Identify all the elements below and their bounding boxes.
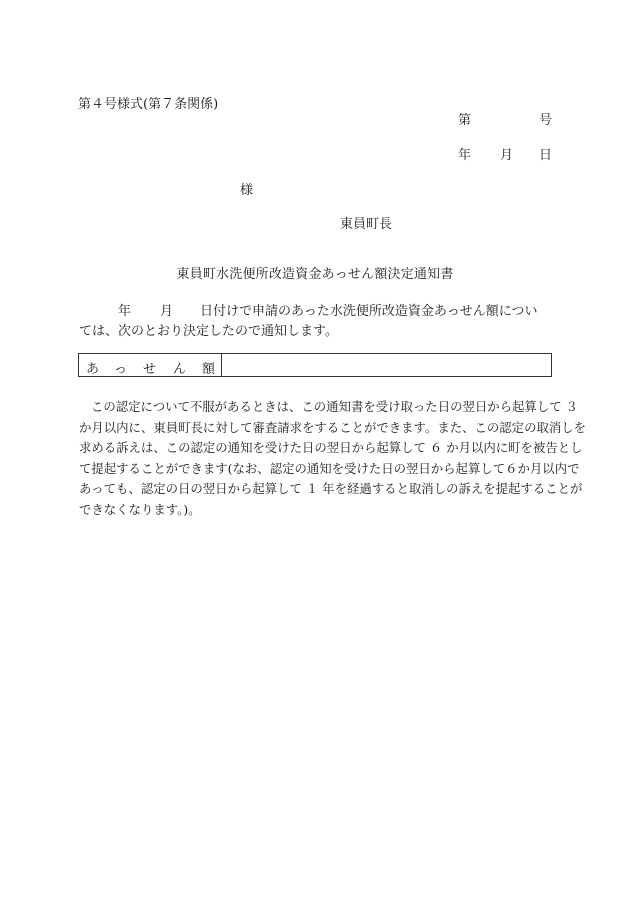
notice-line: できなくなります。)。 [79,501,201,517]
amount-label-char: 額 [202,362,216,377]
body-line-1 [79,302,553,322]
form-number: 第４号様式(第７条関係) [78,97,219,112]
body-line1-text: 日付けで申請のあった水洗便所改造資金あっせん額につい [200,304,538,319]
appeal-notice [79,397,587,520]
date-month: 月 [500,148,514,163]
amount-label-char: せ [143,362,157,377]
amount-label-char: っ [114,362,128,377]
body-line2-text: ては、次のとおり決定したので通知します。 [79,324,338,339]
amount-value-cell [222,354,551,376]
notice-line: あっても、認定の日の翌日から起算して １ 年を経過すると取消しの訴えを提起することが [79,481,583,496]
body-line-2 [79,322,553,342]
notice-line: て提起することができます(なお、認定の通知を受けた日の翌日から起算して６か月以内で [79,460,580,476]
notice-line: か月以内に、東員町長に対して審査請求をすることができます。また、この認定の取消しを [79,419,587,435]
date-day: 日 [539,148,553,163]
amount-label-char: ん [173,362,187,377]
date-year: 年 [458,148,472,163]
amount-label-char: あ [86,362,100,377]
notice-line: 求める訴えは、この認定の通知を受けた日の翌日から起算して ６ か月以内に町を被告とし [79,440,583,455]
body-paragraph [79,302,553,342]
issuer-title: 東員町長 [340,217,393,232]
document-title: 東員町水洗便所改造資金あっせん額決定通知書 [176,267,454,282]
notice-line: この認定について不服があるときは、この通知書を受け取った日の翌日から起算して ３ [91,399,578,414]
document-number-prefix: 第 [458,113,472,128]
body-month: 月 [160,304,174,319]
body-year: 年 [118,304,132,319]
document-number-suffix: 号 [539,113,553,128]
amount-table [78,353,552,377]
amount-label [79,354,222,376]
addressee-honorific: 様 [240,183,254,198]
